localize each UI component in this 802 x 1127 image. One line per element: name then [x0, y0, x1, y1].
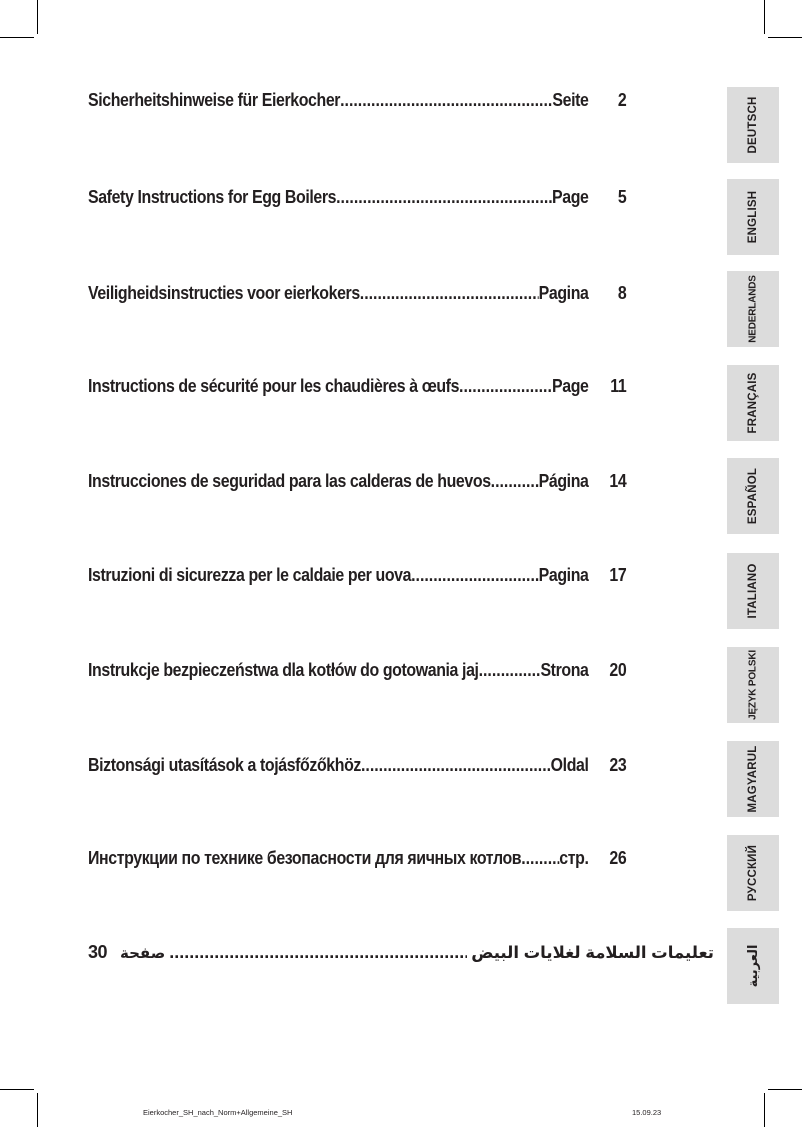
toc-page-number: 5 — [617, 186, 627, 207]
toc-entry-nederlands[interactable] — [88, 282, 626, 308]
toc-title: Instrukcje bezpieczeństwa dla kotłów do gotowania jaj — [88, 659, 479, 680]
language-tab-polski[interactable] — [727, 647, 779, 723]
toc-entry-arabic[interactable] — [88, 942, 714, 968]
footer-date: 15.09.23 — [632, 1108, 662, 1117]
toc-entry-magyarul[interactable] — [88, 754, 626, 780]
toc-entry-english[interactable] — [88, 186, 626, 212]
language-tab-label: ENGLISH — [747, 190, 759, 244]
toc-entry-russian[interactable] — [88, 847, 626, 873]
toc-page-word: Page — [552, 186, 589, 207]
crop-mark — [37, 1093, 38, 1127]
toc-page-word: Strona — [540, 659, 589, 680]
toc-page-number: 26 — [609, 847, 627, 868]
toc-entry-francais[interactable] — [88, 375, 626, 401]
toc-title: Sicherheitshinweise für Eierkocher — [88, 89, 341, 110]
toc-leader-dots — [360, 282, 539, 304]
crop-mark — [764, 0, 765, 34]
language-tab-magyarul[interactable] — [727, 741, 779, 817]
toc-entry-italiano[interactable] — [88, 564, 626, 590]
toc-title: Инструкции по технике безопасности для яичных котлов — [88, 847, 522, 868]
crop-mark — [768, 1089, 802, 1090]
language-tab-label: FRANÇAIS — [747, 372, 759, 434]
toc-title: Instructions de sécurité pour les chaudières à œufs — [88, 375, 460, 396]
language-tab-english[interactable] — [727, 179, 779, 255]
toc-page-word: Page — [552, 375, 589, 396]
crop-mark — [0, 37, 34, 38]
toc-entry-deutsch[interactable] — [88, 89, 626, 115]
toc-page-number: 14 — [609, 470, 627, 491]
language-tab-label: ITALIANO — [747, 563, 759, 619]
language-tab-label: РУССКИЙ — [747, 844, 759, 902]
toc-leader-dots — [169, 942, 467, 963]
language-tab-label: NEDERLANDS — [747, 275, 759, 343]
language-tab-arabic[interactable] — [727, 928, 779, 1004]
toc-title: Instrucciones de seguridad para las calderas de huevos — [88, 470, 491, 491]
toc-leader-dots — [479, 659, 541, 681]
toc-page-word: Pagina — [538, 564, 589, 585]
toc-leader-dots — [491, 470, 539, 492]
toc-title: Veiligheidsinstructies voor eierkokers — [88, 282, 360, 303]
language-tab-espanol[interactable] — [727, 458, 779, 534]
language-tab-label: ESPAÑOL — [747, 467, 759, 525]
toc-title: تعليمات السلامة لغلايات البيض — [471, 944, 714, 962]
toc-page-number: 23 — [609, 754, 627, 775]
toc-leader-dots — [340, 89, 552, 111]
crop-mark — [37, 0, 38, 34]
toc-leader-dots — [361, 754, 551, 776]
toc-entry-polski[interactable] — [88, 659, 626, 685]
toc-leader-dots — [411, 564, 539, 586]
crop-mark — [0, 1089, 34, 1090]
toc-page-number: 17 — [609, 564, 627, 585]
toc-page-number: 2 — [617, 89, 627, 110]
toc-page-number: 20 — [609, 659, 627, 680]
language-tab-label: MAGYARUL — [747, 745, 759, 813]
language-tab-russian[interactable] — [727, 835, 779, 911]
toc-page-word: Seite — [552, 89, 589, 110]
crop-mark — [768, 37, 802, 38]
toc-title: Istruzioni di sicurezza per le caldaie per uova — [88, 564, 412, 585]
language-tab-label: العربية — [745, 944, 760, 988]
language-tab-nederlands[interactable] — [727, 271, 779, 347]
toc-page-word: Oldal — [550, 754, 589, 775]
toc-page-number: 8 — [617, 282, 627, 303]
toc-page-number: 11 — [610, 375, 627, 396]
toc-leader-dots — [521, 847, 559, 869]
language-tab-francais[interactable] — [727, 365, 779, 441]
toc-page-word: Pagina — [538, 282, 589, 303]
crop-mark — [764, 1093, 765, 1127]
language-tab-italiano[interactable] — [727, 553, 779, 629]
toc-page-word: стр. — [559, 847, 589, 868]
language-tab-label: JĘZYK POLSKI — [747, 650, 759, 720]
language-tab-label: DEUTSCH — [747, 96, 759, 154]
toc-leader-dots — [459, 375, 552, 397]
toc-page-number: 30 — [88, 942, 108, 962]
language-tab-deutsch[interactable] — [727, 87, 779, 163]
toc-title: Biztonsági utasítások a tojásfőzőkhöz — [88, 754, 361, 775]
footer-filename: Eierkocher_SH_nach_Norm+Allgemeine_SH — [143, 1108, 293, 1117]
toc-leader-dots — [336, 186, 552, 208]
toc-page-word: صفحة — [120, 945, 166, 962]
toc-title: Safety Instructions for Egg Boilers — [88, 186, 337, 207]
toc-entry-espanol[interactable] — [88, 470, 626, 496]
toc-page-word: Página — [538, 470, 589, 491]
